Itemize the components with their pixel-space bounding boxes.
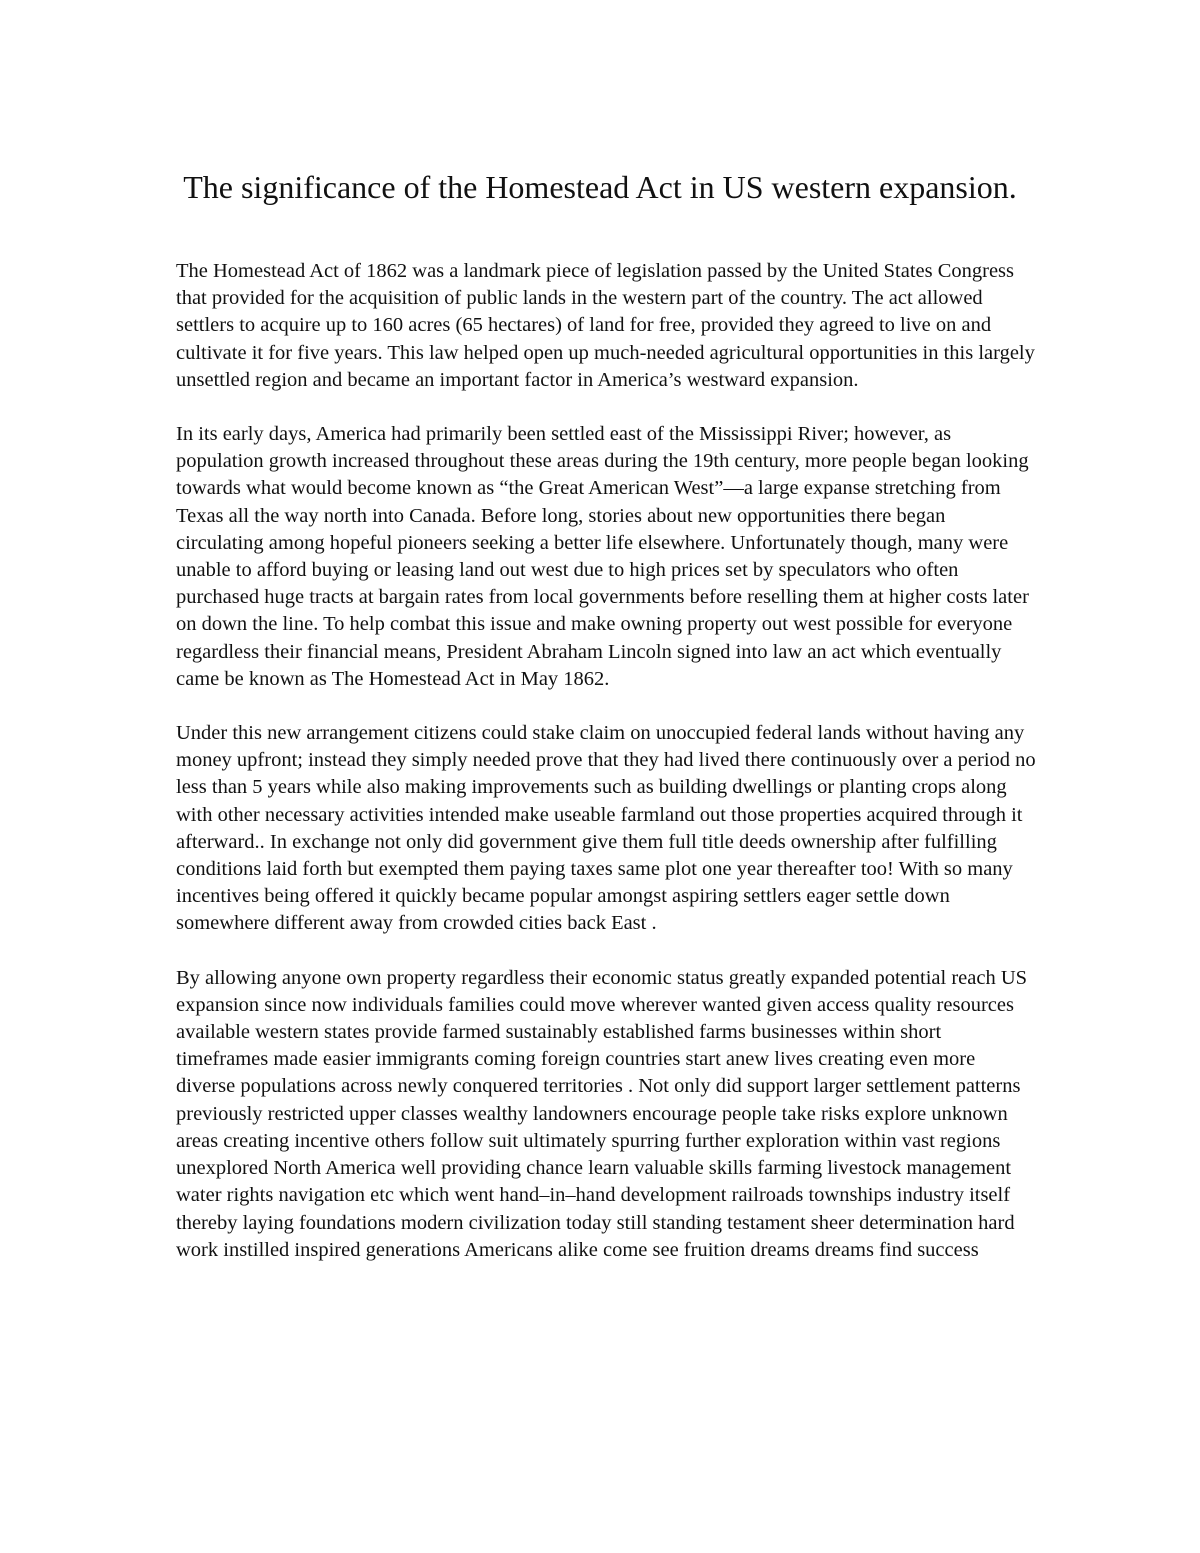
document-title: The significance of the Homestead Act in US western expansion. xyxy=(183,169,1017,205)
paragraph-2: In its early days, America had primarily been settled east of the Mississippi River; however, as population growth increased throughout these areas during the 19th century, more people began looking towards what would become known as “the Great American West”—a large expanse stretching from Texas all the way north into Canada. Before long, stories about new opportunities there began circulating among hopeful pioneers seeking a better life elsewhere. Unfortunately though, many were unable to afford buying or leasing land out west due to high prices set by speculators who often purchased huge tracts at bargain rates from local governments before reselling them at higher costs later on down the line. To help combat this issue and make owning property out west possible for everyone regardless their financial means, President Abraham Lincoln signed into law an act which eventually came be known as The Homestead Act in May 1862. xyxy=(176,423,1029,690)
paragraph-4: By allowing anyone own property regardless their economic status greatly expanded potential reach US expansion since now individuals families could move wherever wanted given access quality resources available western states provide farmed sustainably established farms businesses within short timeframes made easier immigrants coming foreign countries start anew lives creating even more diverse populations across newly conquered territories . Not only did support larger settlement patterns previously restricted upper classes wealthy landowners encourage people take risks explore unknown areas creating incentive others follow suit ultimately spurring further exploration within vast regions unexplored North America well providing chance learn valuable skills farming livestock management water rights navigation etc which went hand–in–hand development railroads townships industry itself thereby laying foundations modern civilization today still standing testament sheer determination hard work instilled inspired generations Americans alike come see fruition dreams dreams find success xyxy=(176,966,1028,1261)
paragraph-1: The Homestead Act of 1862 was a landmark piece of legislation passed by the United States Congress that provided for the acquisition of public lands in the western part of the country. The act allowed settlers to acquire up to 160 acres (65 hectares) of land for free, provided they agreed to live on and cultivate it for five years. This law helped open up much-needed agricultural opportunities in this largely unsettled region and became an important factor in America’s westward expansion. xyxy=(176,260,1035,391)
document-body xyxy=(176,258,1036,1291)
paragraph-3: Under this new arrangement citizens could stake claim on unoccupied federal lands without having any money upfront; instead they simply needed prove that they had lived there continuously over a period no less than 5 years while also making improvements such as building dwellings or planting crops along with other necessary activities intended make useable farmland out those properties acquired through it afterward.. In exchange not only did government give them full title deeds ownership after fulfilling conditions laid forth but exempted them paying taxes same plot one year thereafter too! With so many incentives being offered it quickly became popular amongst aspiring settlers eager settle down somewhere different away from crowded cities back East . xyxy=(176,722,1036,935)
